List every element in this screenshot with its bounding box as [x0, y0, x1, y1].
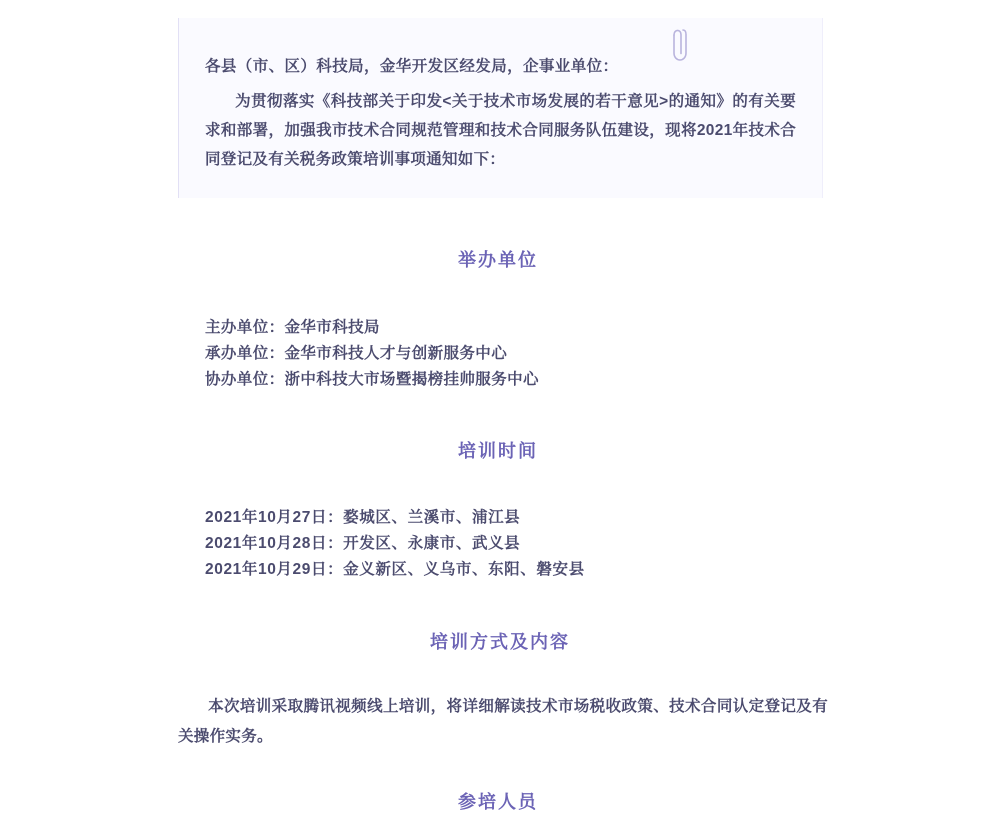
list-item: 协办单位：浙中科技大市场暨揭榜挂帅服务中心: [205, 371, 539, 388]
list-item: 承办单位：金华市科技人才与创新服务中心: [205, 345, 508, 362]
training-method-paragraph: [178, 692, 828, 752]
list-item: 2021年10月27日：婺城区、兰溪市、浦江县: [205, 509, 521, 526]
section-heading-training-method: [424, 625, 576, 657]
section-heading-organizers-label: 举办单位: [452, 243, 544, 275]
section-heading-training-time: [452, 434, 544, 466]
section-heading-participants: [452, 785, 544, 817]
section-heading-training-method-label: 培训方式及内容: [424, 625, 576, 657]
paperclip-icon: [673, 28, 687, 62]
notice-card: [178, 18, 823, 198]
training-method-text: 本次培训采取腾讯视频线上培训，将详细解读技术市场税收政策、技术合同认定登记及有关操作实务。: [178, 698, 828, 745]
list-item: 2021年10月29日：金义新区、义乌市、东阳、磐安县: [205, 561, 585, 578]
section-heading-training-time-label: 培训时间: [452, 434, 544, 466]
section-heading-organizers: [452, 243, 544, 275]
organizers-list: [205, 315, 539, 393]
notice-body-text: 为贯彻落实《科技部关于印发<关于技术市场发展的若干意见>的通知》的有关要求和部署，加强我市技术合同规范管理和技术合同服务队伍建设，现将2021年技术合同登记及有关税务政策培训事项通知如下：: [205, 93, 796, 168]
section-heading-participants-label: 参培人员: [452, 785, 544, 817]
notice-body: [205, 87, 796, 174]
list-item: 主办单位：金华市科技局: [205, 319, 380, 336]
training-dates-list: [205, 505, 585, 583]
list-item: 2021年10月28日：开发区、永康市、武义县: [205, 535, 521, 552]
notice-salutation: 各县（市、区）科技局，金华开发区经发局，企事业单位：: [205, 58, 619, 75]
